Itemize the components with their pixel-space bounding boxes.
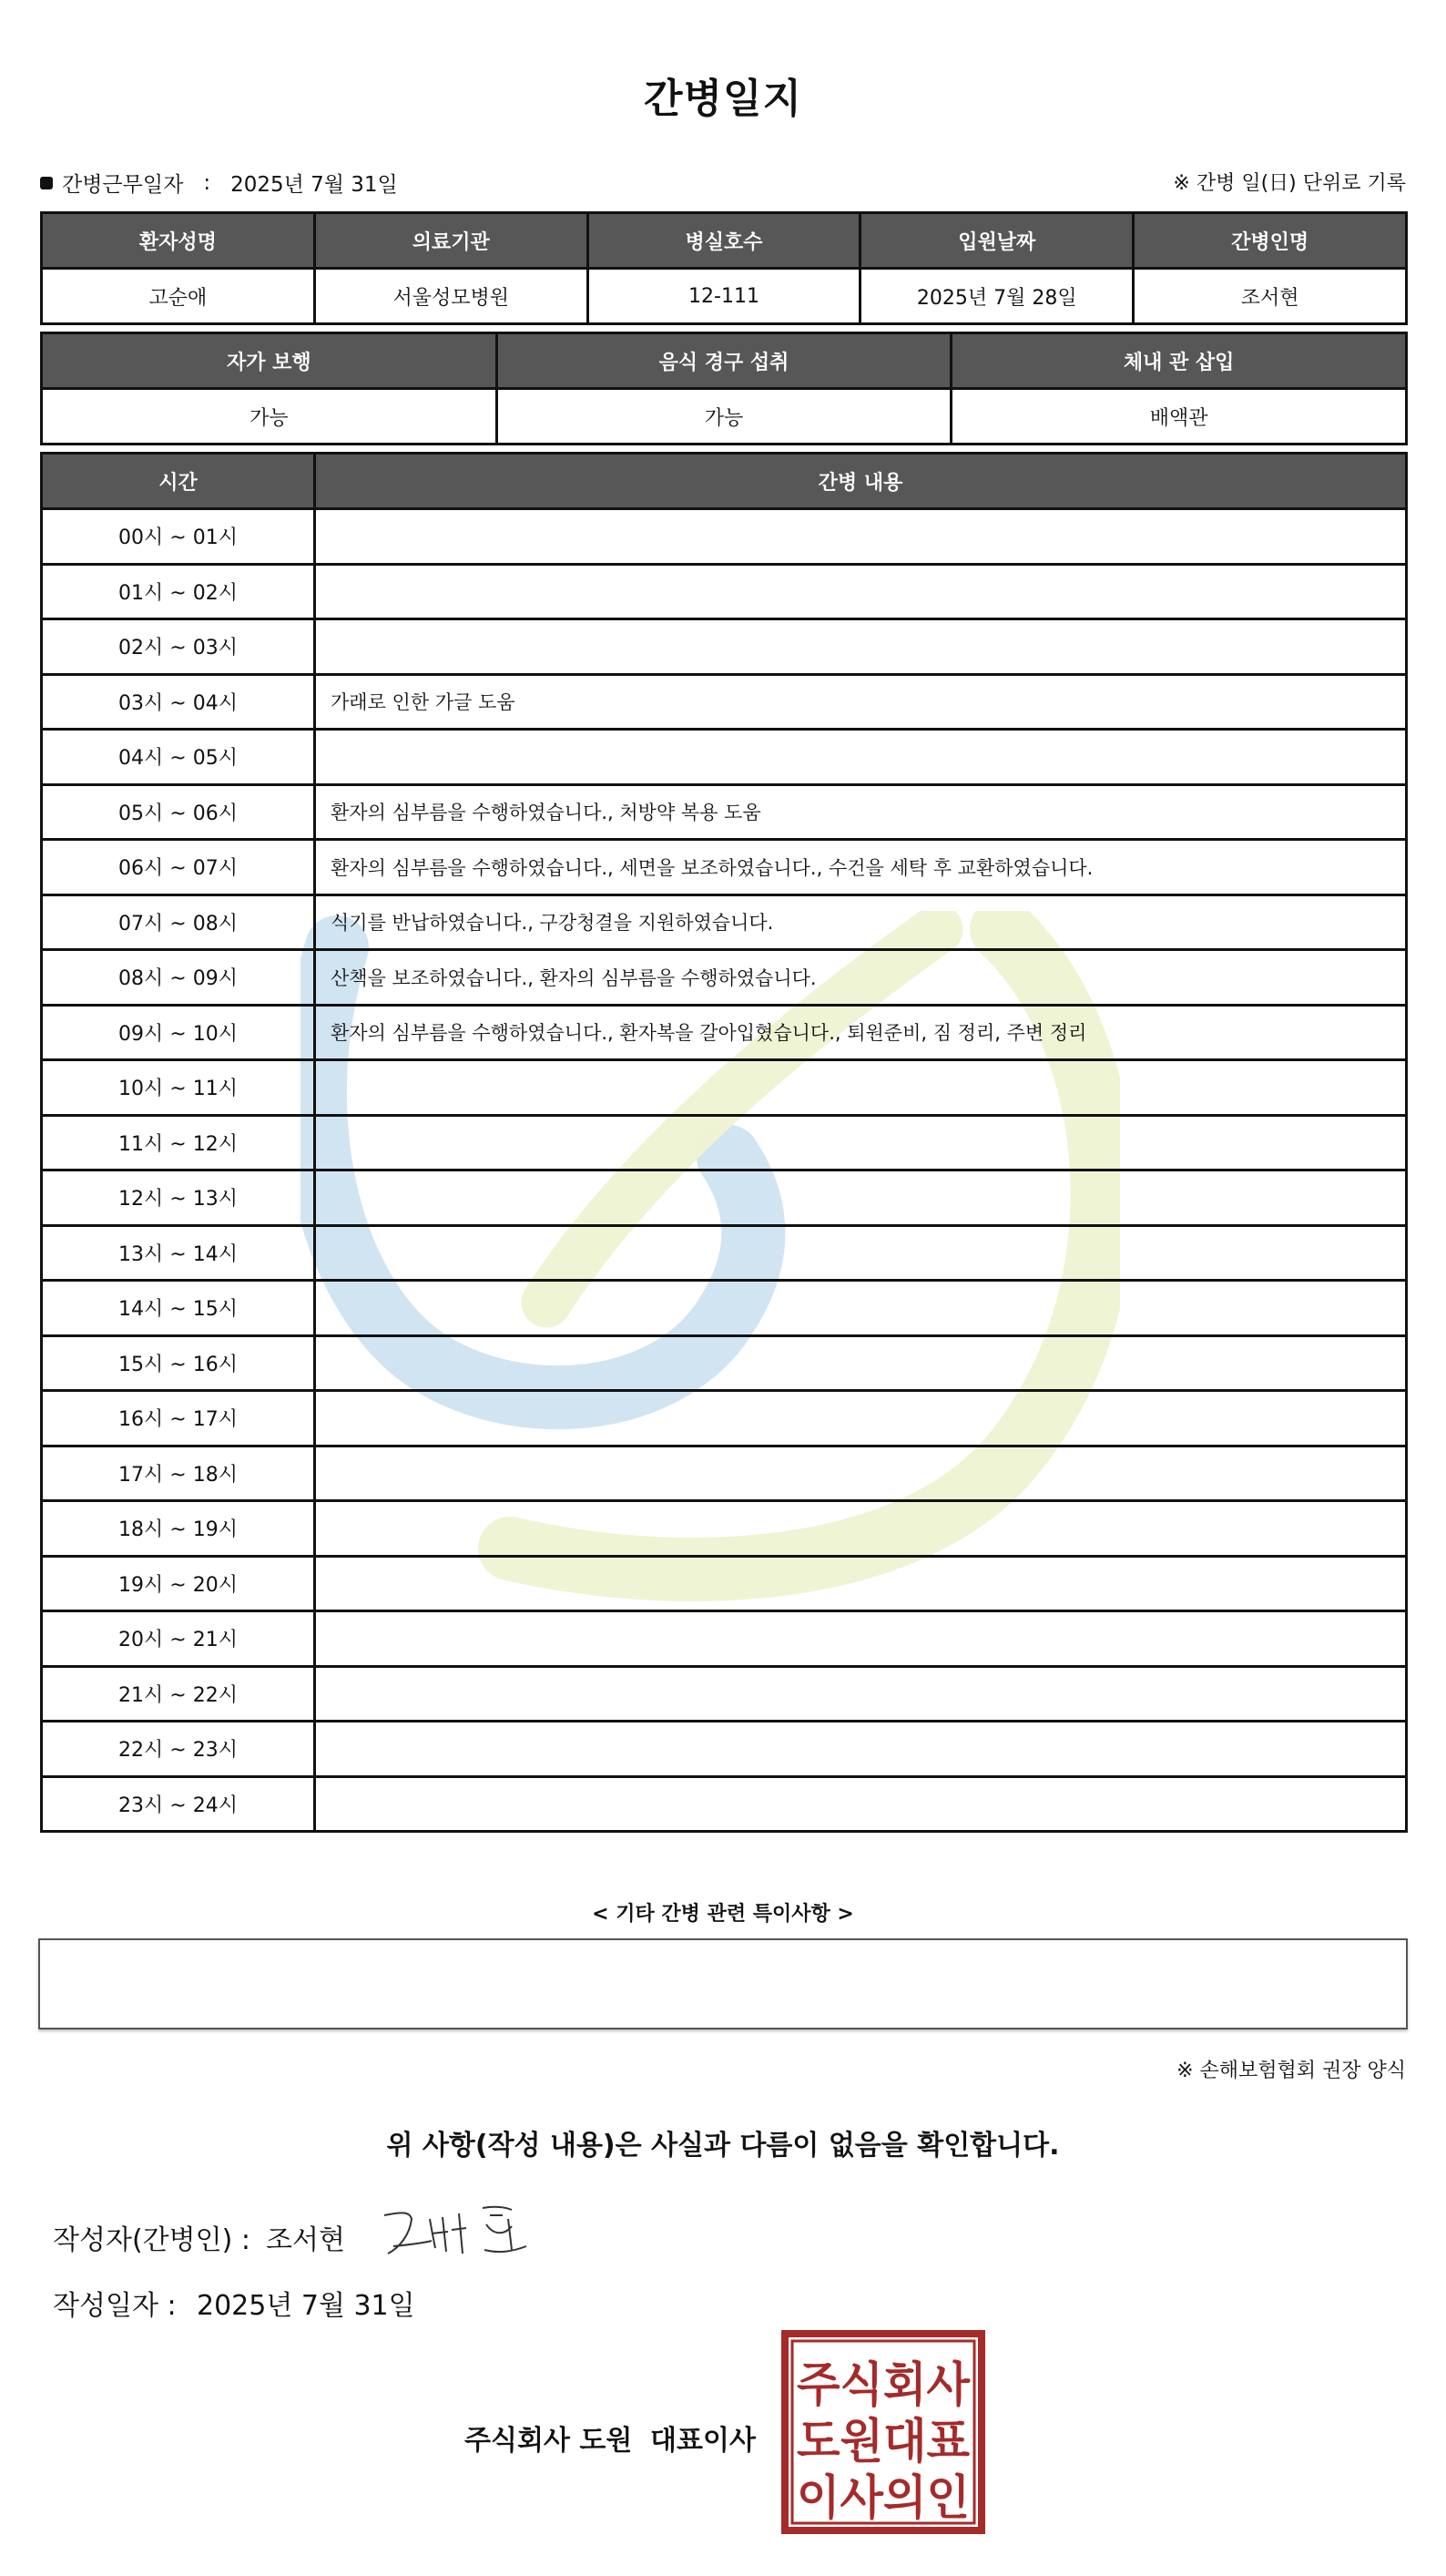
care-log-row [42,950,1407,1006]
log-time-cell: 14시 ~ 15시 [42,1281,315,1336]
log-time-cell: 18시 ~ 19시 [42,1501,315,1557]
log-content-cell [315,1170,1407,1226]
company-name: 주식회사 도원 [464,2425,633,2457]
care-log-row [42,1115,1407,1170]
log-time-cell: 00시 ~ 01시 [42,509,315,565]
care-log-header-row [42,454,1407,509]
log-time-cell: 20시 ~ 21시 [42,1611,315,1667]
log-time-cell: 23시 ~ 24시 [42,1776,315,1832]
log-time-cell: 10시 ~ 11시 [42,1060,315,1116]
writer-name: 조서현 [266,2224,345,2256]
log-content-cell [315,619,1407,675]
log-content-cell: 식기를 반납하였습니다., 구강청결을 지원하였습니다. [315,894,1407,950]
care-log-row [42,730,1407,785]
work-date-row [40,168,398,198]
header-admission-date: 입원날짜 [860,213,1134,269]
log-content-cell [315,730,1407,785]
care-log-row [42,674,1407,730]
room-number: 12-111 [587,269,860,324]
log-time-cell: 16시 ~ 17시 [42,1391,315,1446]
header-tube-insertion: 체내 관 삽입 [952,333,1407,389]
log-content-cell [315,1225,1407,1281]
care-log-row [42,1391,1407,1446]
work-date-value: 2025년 7월 31일 [230,173,398,197]
log-time-cell: 11시 ~ 12시 [42,1115,315,1170]
care-log-row [42,1611,1407,1667]
care-log-row [42,1060,1407,1116]
log-time-cell: 03시 ~ 04시 [42,674,315,730]
care-log-row [42,1225,1407,1281]
hospital-name: 서울성모병원 [314,269,587,324]
header-hospital: 의료기관 [314,213,587,269]
tube-insertion-value: 배액관 [952,389,1407,445]
log-content-cell [315,1722,1407,1777]
log-time-cell: 05시 ~ 06시 [42,784,315,840]
patient-status-table [40,332,1408,445]
header-caregiver-name: 간병인명 [1134,213,1407,269]
header-care-content: 간병 내용 [315,454,1407,509]
care-log-row [42,1170,1407,1226]
care-log-row [42,1501,1407,1557]
header-self-walking: 자가 보행 [42,333,497,389]
log-content-cell [315,564,1407,619]
care-log-row [42,894,1407,950]
unit-note: ※ 간병 일(日) 단위로 기록 [1173,172,1406,195]
log-content-cell [315,1776,1407,1832]
seal-line-2: 도원대표 [797,2415,970,2469]
status-header-row [42,333,1407,389]
status-value-row [42,389,1407,445]
written-date-value: 2025년 7월 31일 [197,2290,415,2322]
log-content-cell [315,1281,1407,1336]
care-log-row [42,1335,1407,1391]
bullet-icon [40,177,53,189]
log-time-cell: 01시 ~ 02시 [42,564,315,619]
log-time-cell: 07시 ~ 08시 [42,894,315,950]
special-notes-box [38,1938,1408,2029]
log-time-cell: 06시 ~ 07시 [42,840,315,895]
care-log-row [42,1556,1407,1611]
company-seal [781,2330,985,2534]
log-content-cell: 산책을 보조하였습니다., 환자의 심부름을 수행하였습니다. [315,950,1407,1006]
care-log-row [42,1666,1407,1722]
care-log-row [42,564,1407,619]
log-content-cell [315,1446,1407,1501]
log-time-cell: 09시 ~ 10시 [42,1005,315,1060]
log-content-cell [315,1391,1407,1446]
header-patient-name: 환자성명 [42,213,315,269]
work-date-label: 간병근무일자 [62,173,184,197]
log-content-cell: 환자의 심부름을 수행하였습니다., 세면을 보조하였습니다., 수건을 세탁 후 교환하였습니다. [315,840,1407,895]
writer-label: 작성자(간병인) : [53,2224,250,2256]
log-time-cell: 02시 ~ 03시 [42,619,315,675]
log-time-cell: 22시 ~ 23시 [42,1722,315,1777]
log-content-cell [315,1060,1407,1116]
seal-line-1: 주식회사 [797,2358,971,2413]
log-time-cell: 13시 ~ 14시 [42,1225,315,1281]
log-time-cell: 12시 ~ 13시 [42,1170,315,1226]
care-log-row [42,1446,1407,1501]
handwritten-signature [375,2199,530,2263]
log-content-cell: 환자의 심부름을 수행하였습니다., 환자복을 갈아입혔습니다., 퇴원준비, 짐 정리, 주변 정리 [315,1005,1407,1060]
log-content-cell [315,1501,1407,1557]
admission-date: 2025년 7월 28일 [860,269,1134,324]
log-time-cell: 17시 ~ 18시 [42,1446,315,1501]
log-time-cell: 08시 ~ 09시 [42,950,315,1006]
patient-info-table [40,211,1408,325]
recommend-note: ※ 손해보험협회 권장 양식 [1176,2060,1406,2082]
ceo-title: 대표이사 [650,2425,756,2457]
caregiver-name: 조서현 [1134,269,1407,324]
care-log-table [40,452,1408,1833]
log-content-cell [315,1556,1407,1611]
care-log-row [42,1281,1407,1336]
log-time-cell: 04시 ~ 05시 [42,730,315,785]
log-time-cell: 15시 ~ 16시 [42,1335,315,1391]
care-log-row [42,840,1407,895]
care-log-row [42,619,1407,675]
document-title: 간병일지 [643,76,802,122]
header-oral-intake: 음식 경구 섭취 [496,333,952,389]
care-log-row [42,1005,1407,1060]
patient-info-header-row [42,213,1407,269]
log-content-cell: 가래로 인한 가글 도움 [315,674,1407,730]
log-time-cell: 19시 ~ 20시 [42,1556,315,1611]
patient-name: 고순애 [42,269,315,324]
written-date-label: 작성일자 : [53,2290,177,2322]
log-content-cell [315,1335,1407,1391]
header-room-number: 병실호수 [587,213,860,269]
care-log-body [42,509,1407,1832]
patient-info-value-row [42,269,1407,324]
care-log-row [42,1776,1407,1832]
log-content-cell: 환자의 심부름을 수행하였습니다., 처방약 복용 도움 [315,784,1407,840]
self-walking-value: 가능 [42,389,497,445]
oral-intake-value: 가능 [496,389,952,445]
log-time-cell: 21시 ~ 22시 [42,1666,315,1722]
special-notes-title: < 기타 간병 관련 특이사항 > [592,1903,854,1926]
log-content-cell [315,1115,1407,1170]
care-log-row [42,784,1407,840]
seal-line-3: 이사의인 [797,2471,970,2526]
header-time: 시간 [42,454,315,509]
log-content-cell [315,509,1407,565]
confirmation-statement: 위 사항(작성 내용)은 사실과 다름이 없음을 확인합니다. [386,2130,1060,2162]
log-content-cell [315,1611,1407,1667]
log-content-cell [315,1666,1407,1722]
care-log-row [42,1722,1407,1777]
work-date-colon: : [203,170,211,195]
care-log-row [42,509,1407,565]
